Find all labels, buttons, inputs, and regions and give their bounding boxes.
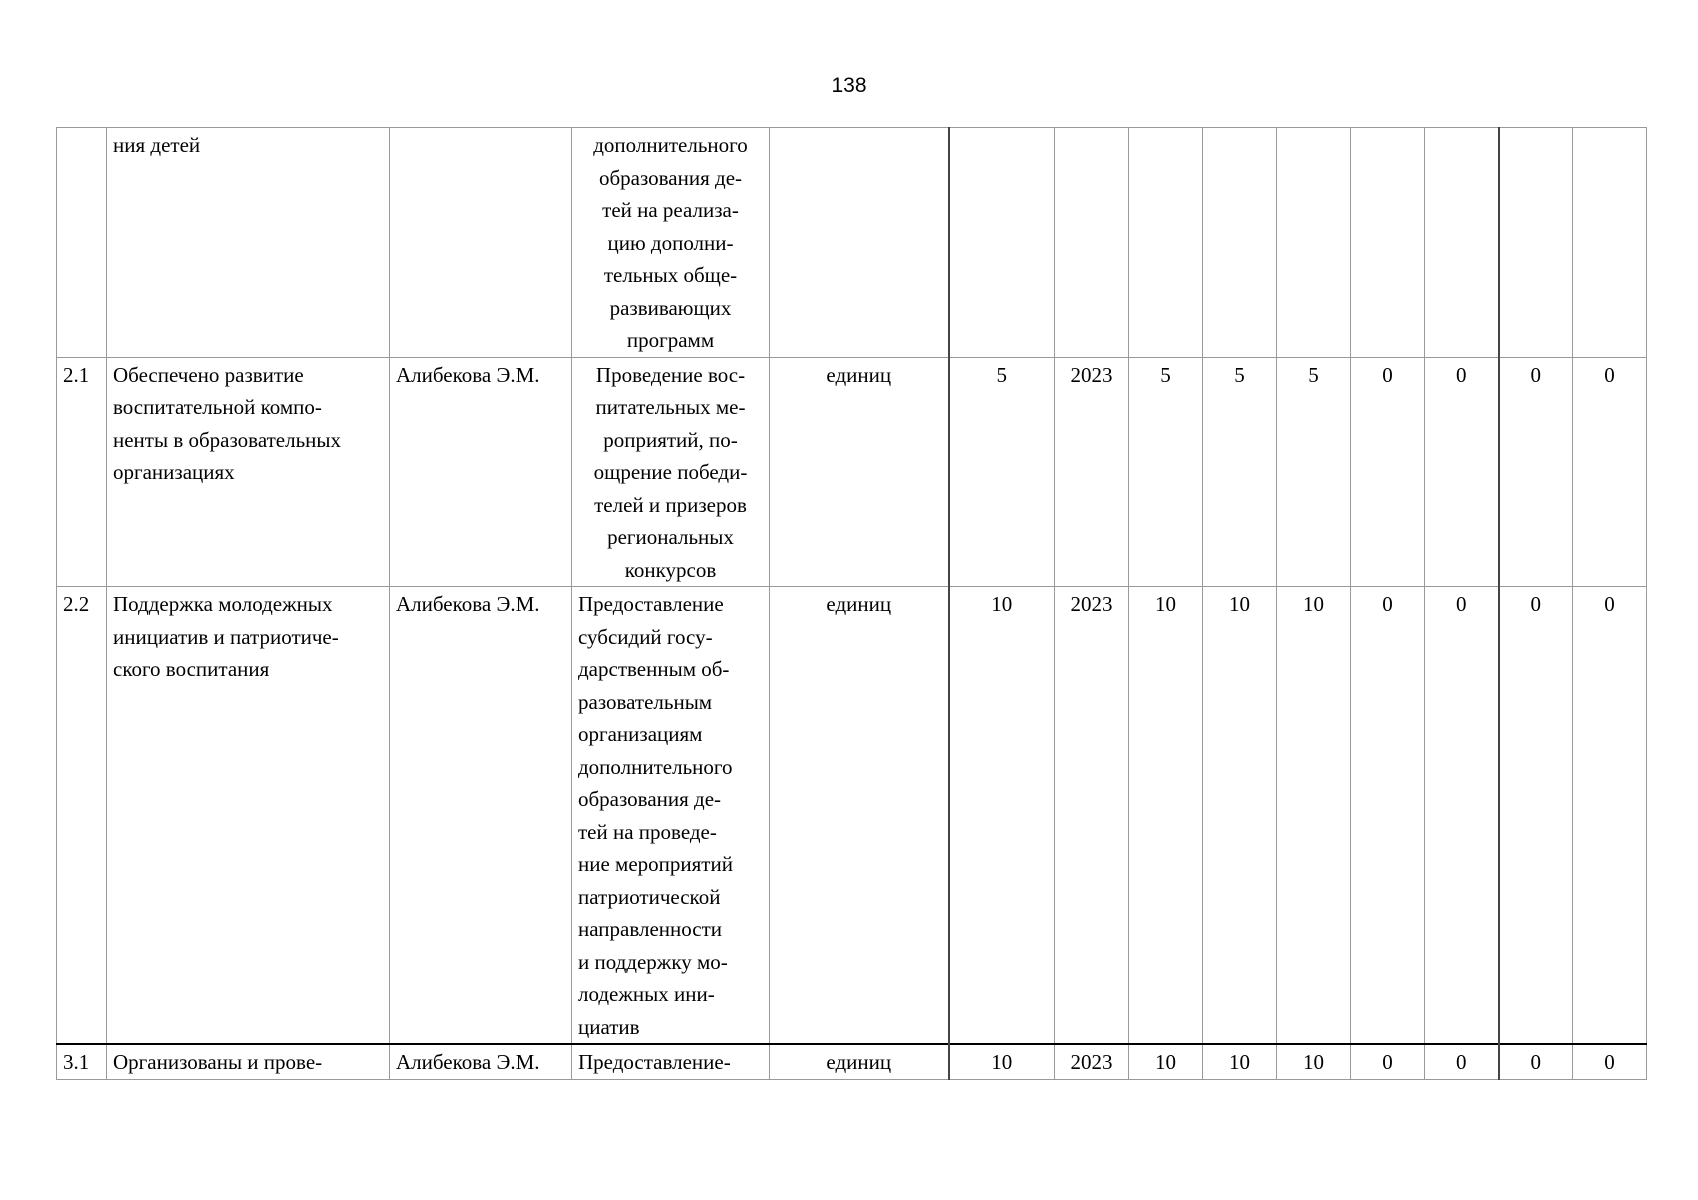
- unit-cell: единиц: [770, 1044, 949, 1079]
- value-cell: [1203, 128, 1277, 358]
- value-cell: 10: [1203, 587, 1277, 1045]
- result-cell: Обеспечено развитие воспитательной компо- ненты в образовательных организациях: [107, 357, 390, 587]
- year-cell: [1055, 128, 1129, 358]
- year-cell: 2023: [1055, 1044, 1129, 1079]
- table-row: [57, 1044, 1647, 1079]
- result-cell: Поддержка молодежных инициатив и патриотиче- ского воспитания: [107, 587, 390, 1045]
- value-cell: 10: [1277, 1044, 1351, 1079]
- row-number: 3.1: [57, 1044, 107, 1079]
- row-number: 2.2: [57, 587, 107, 1045]
- year-cell: 2023: [1055, 357, 1129, 587]
- value-cell: [1351, 128, 1425, 358]
- value-cell: 5: [1277, 357, 1351, 587]
- responsible-cell: Алибекова Э.М.: [390, 587, 572, 1045]
- base-value-cell: 5: [949, 357, 1055, 587]
- activity-cell: Предоставление субсидий госу- дарственным об- разовательным организациям дополнительного образования де- тей на проведе- ние мероприятий патриотической направленности и поддержку мо- лодежных ини- циатив: [572, 587, 770, 1045]
- result-cell: Организованы и прове-: [107, 1044, 390, 1079]
- value-cell: 0: [1351, 1044, 1425, 1079]
- value-cell: 5: [1129, 357, 1203, 587]
- table-row: [57, 357, 1647, 587]
- value-cell: 0: [1573, 587, 1647, 1045]
- value-cell: 10: [1277, 587, 1351, 1045]
- activity-cell: дополнительного образования де- тей на реализа- цию дополни- тельных обще- развивающих программ: [572, 128, 770, 358]
- base-value-cell: [949, 128, 1055, 358]
- unit-cell: [770, 128, 949, 358]
- value-cell: 5: [1203, 357, 1277, 587]
- value-cell: [1129, 128, 1203, 358]
- table-row: [57, 587, 1647, 1045]
- responsible-cell: [390, 128, 572, 358]
- year-cell: 2023: [1055, 587, 1129, 1045]
- unit-cell: единиц: [770, 357, 949, 587]
- unit-cell: единиц: [770, 587, 949, 1045]
- base-value-cell: 10: [949, 587, 1055, 1045]
- value-cell: 0: [1499, 357, 1573, 587]
- value-cell: 10: [1203, 1044, 1277, 1079]
- value-cell: 10: [1129, 587, 1203, 1045]
- responsible-cell: Алибекова Э.М.: [390, 1044, 572, 1079]
- value-cell: [1277, 128, 1351, 358]
- activity-cell: Проведение вос- питательных ме- роприятий, по- ощрение победи- телей и призеров региональных конкурсов: [572, 357, 770, 587]
- value-cell: 10: [1129, 1044, 1203, 1079]
- value-cell: [1573, 128, 1647, 358]
- base-value-cell: 10: [949, 1044, 1055, 1079]
- value-cell: 0: [1499, 1044, 1573, 1079]
- value-cell: [1499, 128, 1573, 358]
- value-cell: 0: [1499, 587, 1573, 1045]
- row-number: 2.1: [57, 357, 107, 587]
- responsible-cell: Алибекова Э.М.: [390, 357, 572, 587]
- value-cell: 0: [1573, 1044, 1647, 1079]
- value-cell: 0: [1425, 1044, 1499, 1079]
- activity-cell: Предоставление-: [572, 1044, 770, 1079]
- row-number: [57, 128, 107, 358]
- value-cell: 0: [1425, 587, 1499, 1045]
- table-body: [57, 128, 1647, 1080]
- value-cell: 0: [1351, 587, 1425, 1045]
- value-cell: 0: [1425, 357, 1499, 587]
- value-cell: [1425, 128, 1499, 358]
- result-cell: ния детей: [107, 128, 390, 358]
- table-row: [57, 128, 1647, 358]
- value-cell: 0: [1573, 357, 1647, 587]
- page-number: 138: [831, 74, 867, 97]
- value-cell: 0: [1351, 357, 1425, 587]
- data-table: [56, 127, 1647, 1080]
